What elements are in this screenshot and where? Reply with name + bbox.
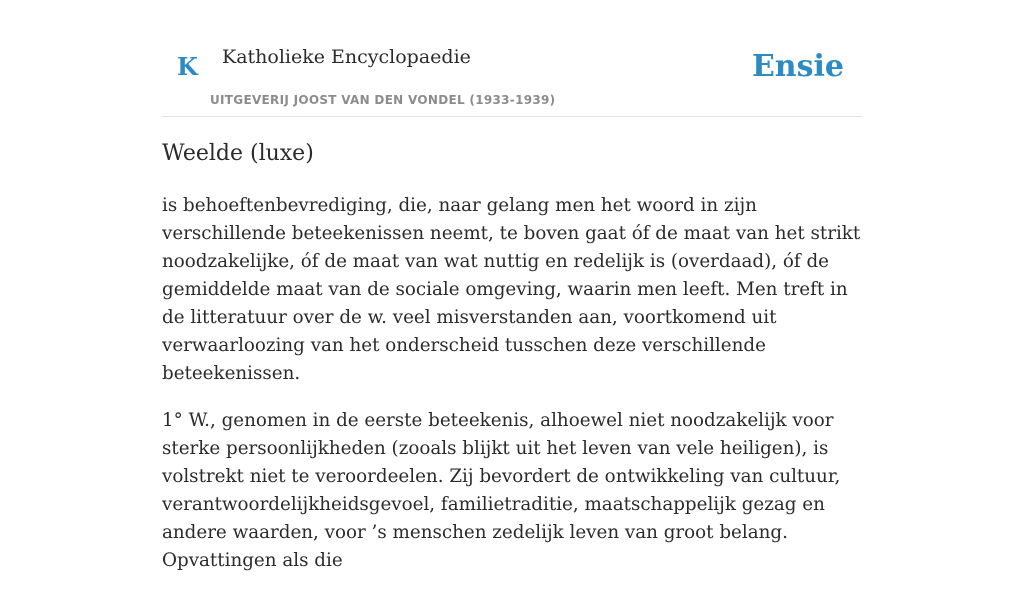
site-logo-icon[interactable]: K <box>177 52 198 81</box>
article-body <box>162 192 862 594</box>
ensie-brand-logo[interactable]: Ensie <box>751 49 844 84</box>
site-title[interactable]: Katholieke Encyclopaedie <box>222 46 471 68</box>
article-paragraph: is behoeftenbevrediging, die, naar gelang men het woord in zijn verschillende beteekenissen neemt, te boven gaat óf de maat van het strikt noodzakelijke, óf de maat van wat nuttig en redelijk is (overdaad), óf de gemiddelde maat van de sociale omgeving, waarin men leeft. Men treft in de litteratuur over de w. veel misverstanden aan, voortkomend uit verwaarloozing van het onderscheid tusschen deze verschillende beteekenissen. <box>162 195 861 384</box>
publisher-label: UITGEVERIJ JOOST VAN DEN VONDEL (1933-1939) <box>210 93 556 107</box>
page <box>162 0 862 571</box>
article-title: Weelde (luxe) <box>162 141 314 166</box>
site-header <box>162 0 862 117</box>
article-paragraph: 1° W., genomen in de eerste beteekenis, alhoewel niet noodzakelijk voor sterke persoonlijkheden (zooals blijkt uit het leven van vele heiligen), is volstrekt niet te veroordeelen. Zij bevordert de ontwikkeling van cultuur, verantwoordelijkheidsgevoel, familietraditie, maatschappelijk gezag en andere waarden, voor ’s menschen zedelijk leven van groot belang. Opvattingen als die <box>162 410 841 571</box>
